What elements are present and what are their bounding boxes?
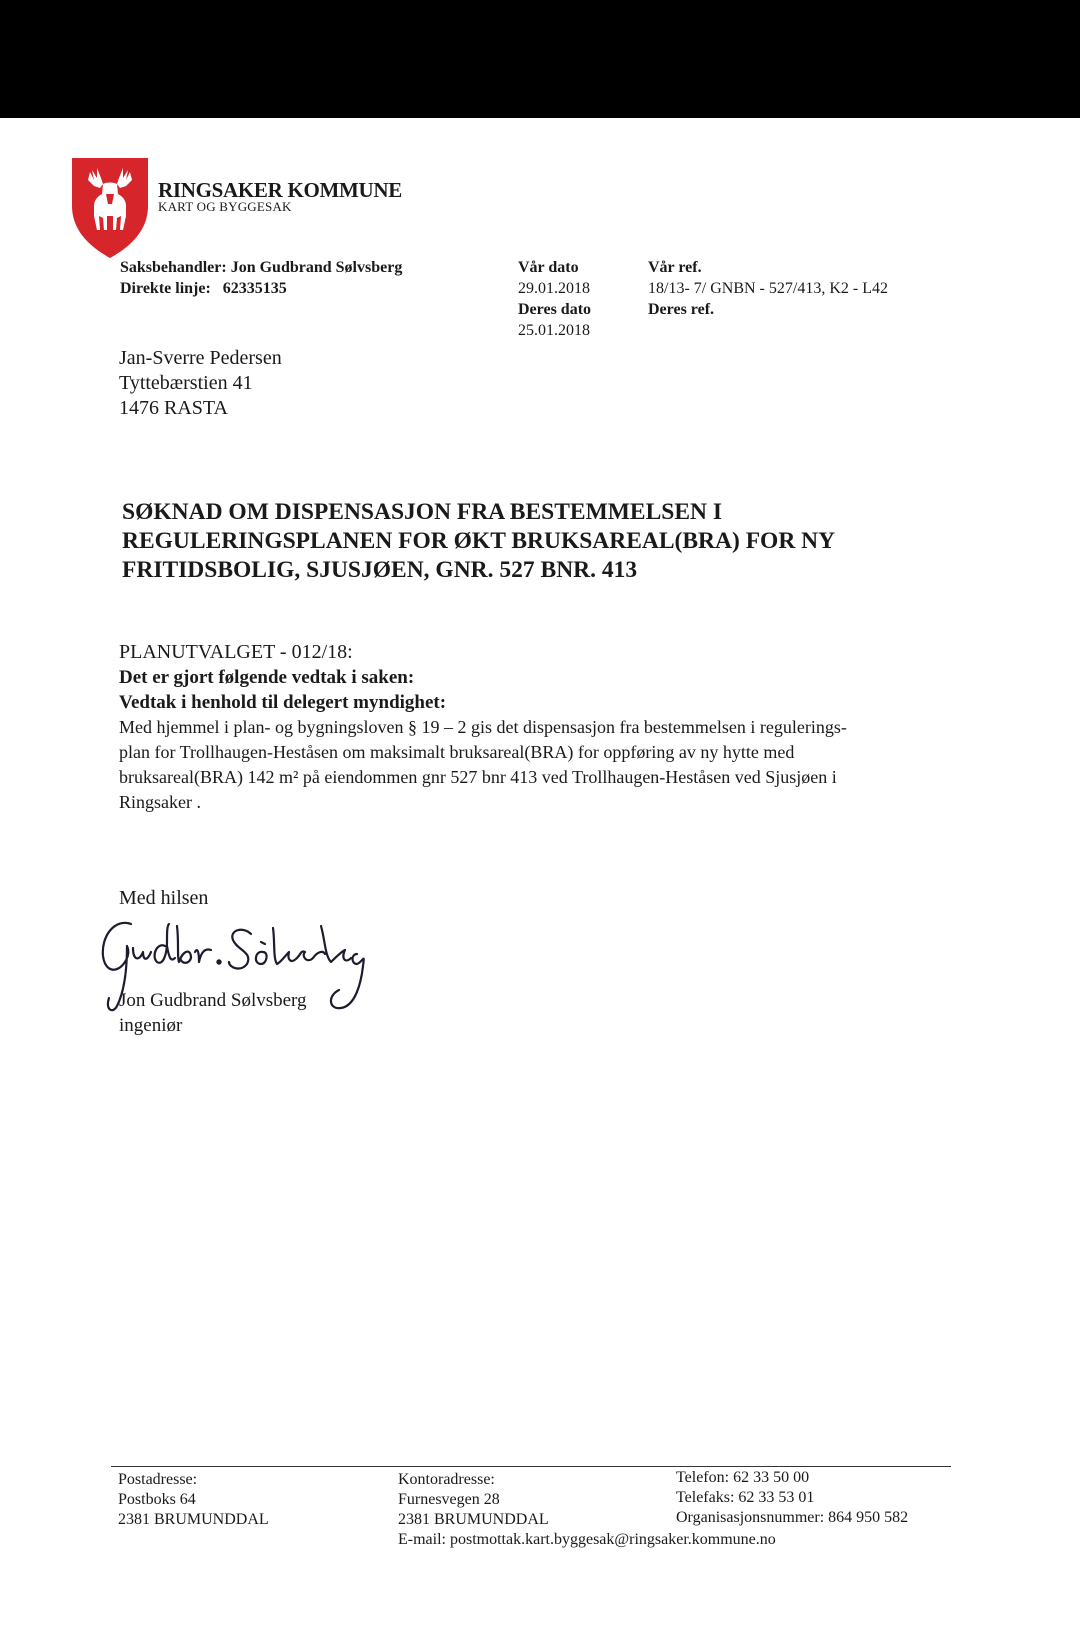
var-dato-value: 29.01.2018	[518, 280, 590, 297]
footer-email: E-mail: postmottak.kart.byggesak@ringsaker.kommune.no	[398, 1531, 776, 1548]
greeting: Med hilsen	[119, 887, 209, 909]
planutvalget-heading: PLANUTVALGET - 012/18:	[119, 641, 353, 663]
signer-role: ingeniør	[119, 1015, 183, 1036]
var-ref-value: 18/13- 7/ GNBN - 527/413, K2 - L42	[648, 280, 888, 297]
letter-title	[122, 498, 982, 585]
dates-block	[518, 257, 591, 341]
saksbehandler-value: Jon Gudbrand Sølvsberg	[230, 259, 403, 276]
postadresse-label: Postadresse:	[118, 1471, 198, 1488]
var-ref-label: Vår ref.	[648, 259, 702, 276]
top-black-band	[0, 0, 1080, 118]
deres-dato-label: Deres dato	[518, 301, 592, 318]
body-line-4: Ringsaker .	[119, 792, 201, 812]
postadresse-line-2: 2381 BRUMUNDDAL	[118, 1511, 269, 1528]
deres-dato-value: 25.01.2018	[518, 322, 590, 339]
title-line-2: REGULERINGSPLANEN FOR ØKT BRUKSAREAL(BRA) FOR NY	[122, 528, 836, 554]
org-name: RINGSAKER KOMMUNE	[158, 178, 402, 202]
deres-ref-label: Deres ref.	[648, 301, 715, 318]
recipient-name: Jan-Sverre Pedersen	[119, 347, 282, 369]
kontoradresse-line-2: 2381 BRUMUNDDAL	[398, 1511, 549, 1528]
vedtak-heading: Vedtak i henhold til delegert myndighet:	[119, 692, 447, 713]
refs-block	[648, 257, 888, 320]
footer-contact	[676, 1468, 908, 1528]
body-line-1: Med hjemmel i plan- og bygningsloven § 19 – 2 gis det dispensasjon fra bestemmelsen i regulerings-	[119, 717, 847, 737]
org-department: KART OG BYGGESAK	[158, 199, 292, 214]
saksbehandler-label: Saksbehandler:	[120, 259, 227, 276]
footer-telefaks: Telefaks: 62 33 53 01	[676, 1489, 815, 1506]
footer-divider	[111, 1466, 951, 1467]
title-line-3: FRITIDSBOLIG, SJUSJØEN, GNR. 527 BNR. 413	[122, 557, 638, 583]
recipient-street: Tyttebærstien 41	[119, 372, 253, 394]
signer-name: Jon Gudbrand Sølvsberg	[119, 990, 307, 1011]
kontoradresse-line-1: Furnesvegen 28	[398, 1491, 500, 1508]
recipient-postal: 1476 RASTA	[119, 397, 228, 419]
direkte-linje-value: 62335135	[222, 280, 287, 297]
body-line-3: bruksareal(BRA) 142 m² på eiendommen gnr 527 bnr 413 ved Trollhaugen-Heståsen ved Sjusjøen i	[119, 767, 837, 787]
var-dato-label: Vår dato	[518, 259, 579, 276]
body-line-2: plan for Trollhaugen-Heståsen om maksimalt bruksareal(BRA) for oppføring av ny hytte med	[119, 742, 795, 762]
crest-moose-icon	[70, 158, 150, 258]
footer-telefon: Telefon: 62 33 50 00	[676, 1469, 810, 1486]
title-line-1: SØKNAD OM DISPENSASJON FRA BESTEMMELSEN I	[122, 499, 723, 525]
case-handler-block	[120, 257, 402, 299]
recipient-address	[119, 346, 282, 421]
postadresse-line-1: Postboks 64	[118, 1491, 196, 1508]
direkte-linje-label: Direkte linje:	[120, 280, 211, 297]
vedtak-intro: Det er gjort følgende vedtak i saken:	[119, 667, 415, 688]
kontoradresse-label: Kontoradresse:	[398, 1471, 495, 1488]
letter-body	[119, 640, 949, 815]
footer-orgnr: Organisasjonsnummer: 864 950 582	[676, 1509, 909, 1526]
footer-postal	[118, 1470, 269, 1530]
signer-block	[119, 988, 307, 1038]
